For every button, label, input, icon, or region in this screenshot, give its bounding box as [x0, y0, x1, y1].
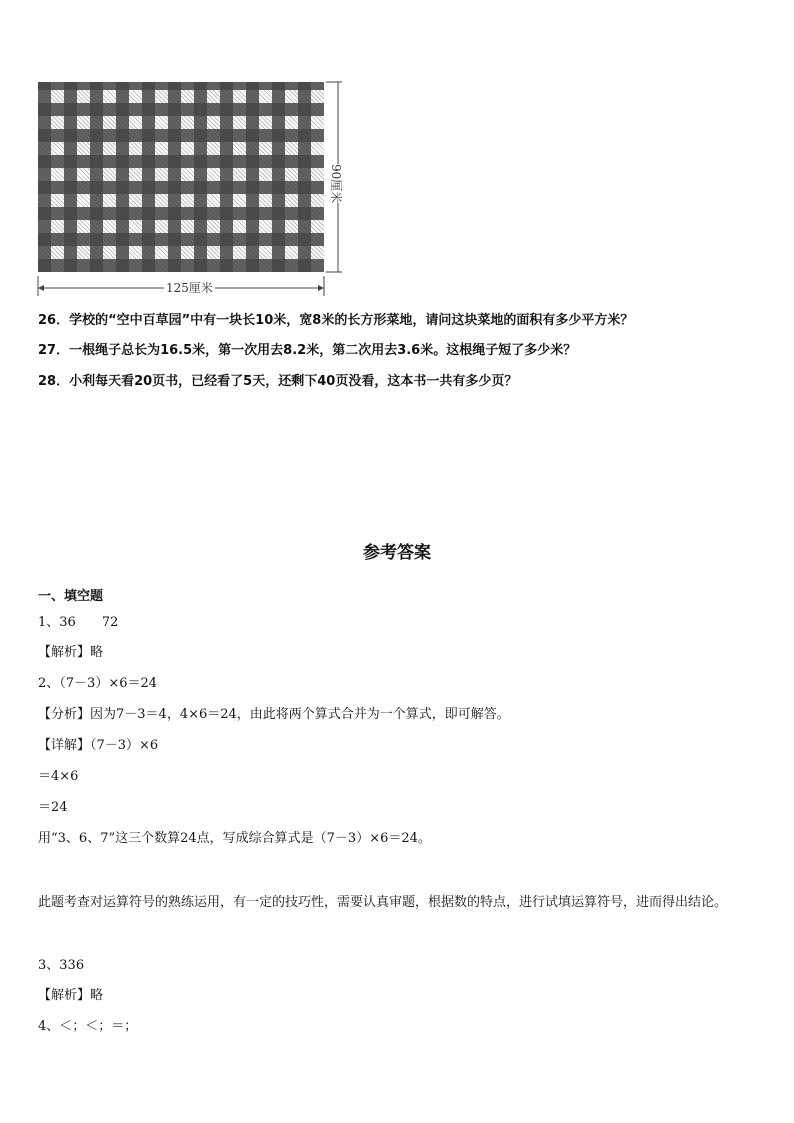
- answer-line: 4、＜；＜；＝；: [38, 1019, 138, 1034]
- answer-line: 用“3、6、7”这三个数算24点，写成综合算式是（7－3）×6＝24。: [38, 831, 431, 846]
- answer-note: 此题考查对运算符号的熟练运用，有一定的技巧性，需要认真审题，根据数的特点，进行试填运算符号，进而得出结论。: [38, 895, 728, 910]
- answer-line: ＝4×6: [38, 769, 79, 784]
- answers-title: 参考答案: [363, 543, 431, 563]
- answer-line: 1、36 72: [38, 615, 119, 630]
- answer-line: 【解析】略: [38, 645, 104, 660]
- question-27: 27．一根绳子总长为16.5米，第一次用去8.2米，第二次用去3.6米。这根绳子短了多少米？: [38, 343, 577, 358]
- answer-line: 【解析】略: [38, 988, 104, 1003]
- answer-line: 2、（7－3）×6＝24: [38, 676, 158, 691]
- width-label: 125厘米: [166, 281, 213, 295]
- section-heading: 一、填空题: [38, 589, 104, 604]
- height-label: 90厘米: [329, 164, 343, 204]
- tablecloth-figure: [36, 80, 348, 300]
- question-26: 26．学校的“空中百草园”中有一块长10米，宽8米的长方形菜地，请问这块菜地的面积有多少平方米？: [38, 313, 634, 328]
- answer-line: 【分析】因为7－3＝4，4×6＝24，由此将两个算式合并为一个算式，即可解答。: [38, 707, 510, 722]
- answer-line: ＝24: [38, 800, 68, 815]
- dimension-lines: [36, 80, 348, 300]
- answer-line: 【详解】（7－3）×6: [38, 738, 159, 753]
- answer-line: 3、336: [38, 958, 85, 973]
- question-28: 28．小利每天看20页书，已经看了5天，还剩下40页没看，这本书一共有多少页？: [38, 374, 518, 389]
